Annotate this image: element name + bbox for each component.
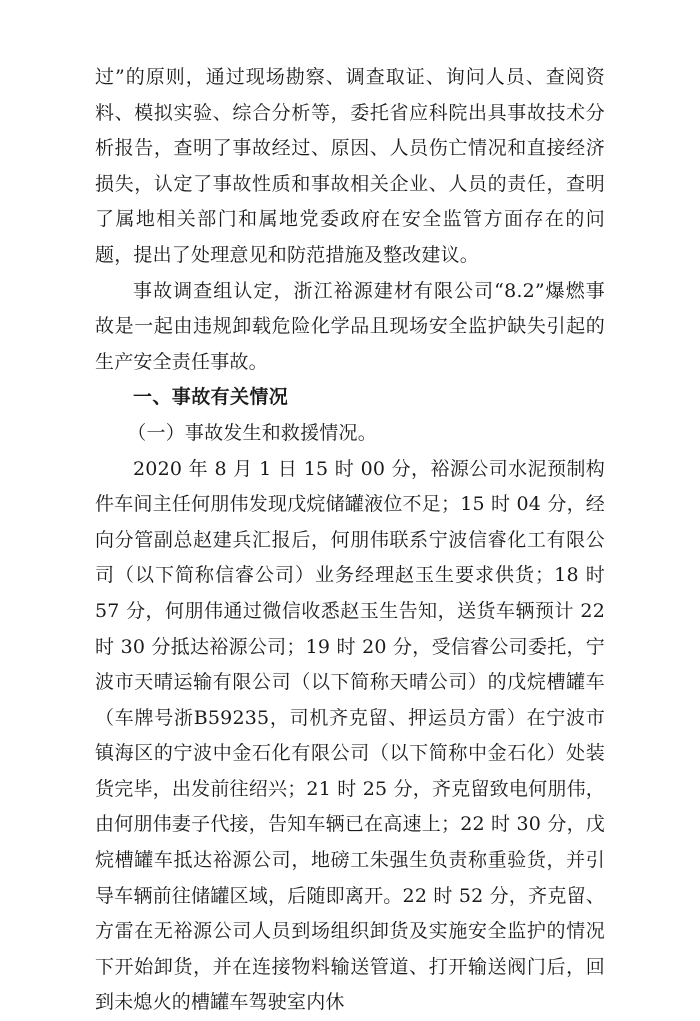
section-heading: 一、事故有关情况	[133, 386, 289, 409]
paragraph-accident-timeline: 2020 年 8 月 1 日 15 时 00 分，裕源公司水泥预制构件车间主任何朋伟发现戊烷储罐液位不足；15 时 04 分，经向分管副总赵建兵汇报后，何朋伟联系宁波信睿化工有限公司（以下简称信睿公司）业务经理赵玉生要求供货；18 时 57 分，何朋伟通过微信收悉赵玉生告知，送货车辆预计 22 时 30 分抵达裕源公司；19 时 20 分，受信睿公司委托，宁波市天晴运输有限公司（以下简称天晴公司）的戊烷槽罐车（车牌号浙B59235，司机齐克留、押运员方雷）在宁波市镇海区的宁波中金石化有限公司（以下简称中金石化）处装货完毕，出发前往绍兴；21 时 25 分，齐克留致电何朋伟，由何朋伟妻子代接，告知车辆已在高速上；22 时 30 分，戊烷槽罐车抵达裕源公司，地磅工朱强生负责称重验货，并引导车辆前往储罐区域，后随即离开。22 时 52 分，齐克留、方雷在无裕源公司人员到场组织卸货及实施安全监护的情况下开始卸货，并在连接物料输送管道、打开输送阀门后，回到未熄火的槽罐车驾驶室内休	[95, 457, 605, 1014]
paragraph-accident-determination: 事故调查组认定，浙江裕源建材有限公司“8.2”爆燃事故是一起由违规卸载危险化学品且现场安全监护缺失引起的生产安全责任事故。	[95, 279, 605, 373]
paragraph-investigation-method: 过”的原则，通过现场勘察、调查取证、询问人员、查阅资料、模拟实验、综合分析等，委托省应科院出具事故技术分析报告，查明了事故经过、原因、人员伤亡情况和直接经济损失，认定了事故性质和事故相关企业、人员的责任，查明了属地相关部门和属地党委政府在安全监管方面存在的问题，提出了处理意见和防范措施及整改建议。	[95, 66, 605, 266]
subsection-heading: （一）事故发生和救援情况。	[127, 421, 377, 444]
